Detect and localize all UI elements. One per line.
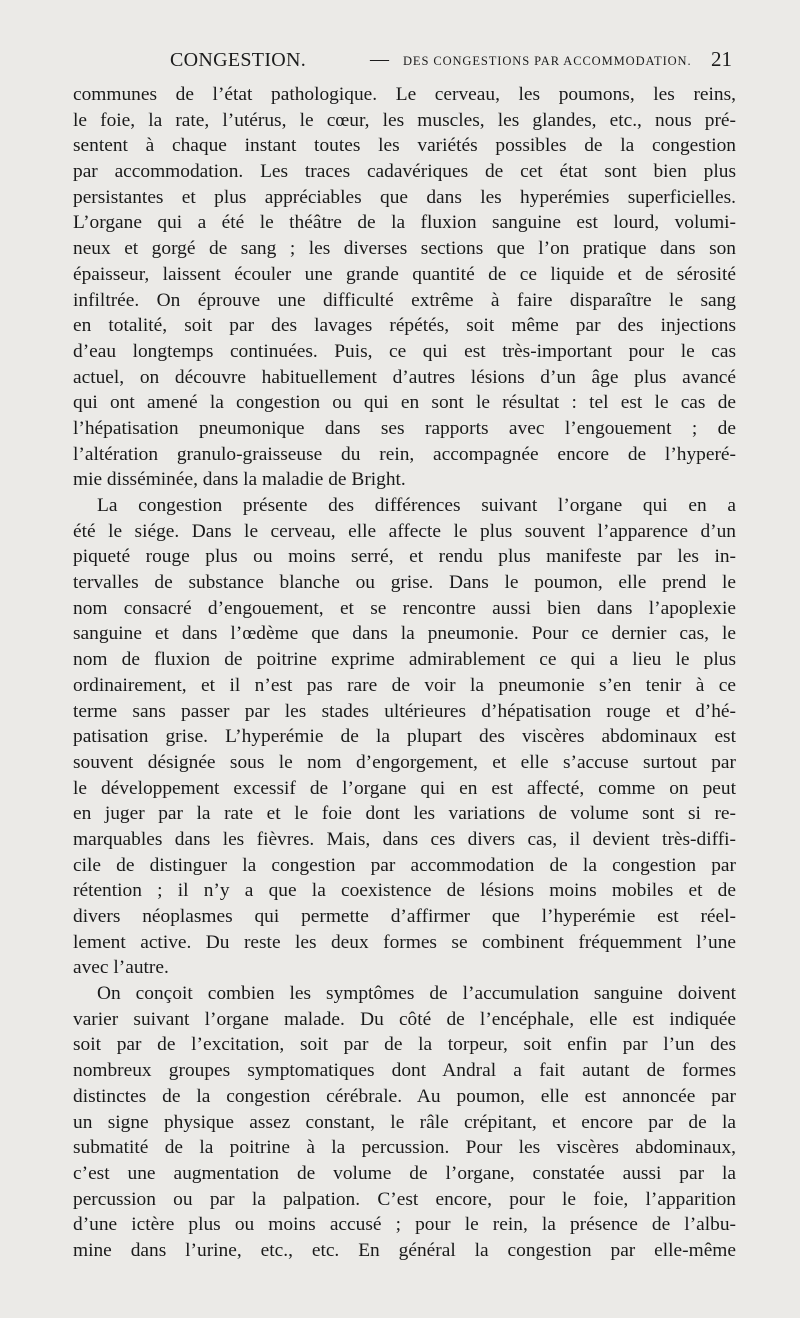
body-text (73, 82, 736, 1264)
text-line: d’eau longtemps continuées. Puis, ce qui est très-important pour le cas (73, 340, 736, 362)
text-line: nom de fluxion de poitrine exprime admirablement ce qui a lieu le plus (73, 649, 736, 671)
text-line: actuel, on découvre habituellement d’autres lésions d’un âge plus avancé (73, 366, 736, 388)
running-header (73, 44, 738, 80)
text-line: On conçoit combien les symptômes de l’accumulation sanguine doivent (97, 983, 736, 1005)
text-line: en totalité, soit par des lavages répétés, soit même par des injections (73, 315, 736, 337)
text-line: l’hépatisation pneumonique dans ses rapports avec l’engouement ; de (73, 417, 736, 439)
text-line: sentent à chaque instant toutes les variétés possibles de la congestion (73, 135, 736, 157)
text-line: épaisseur, laissent écouler une grande quantité de ce liquide et de sérosité (73, 263, 736, 285)
text-line: lement active. Du reste les deux formes se combinent fréquemment l’une (73, 931, 736, 953)
text-line: infiltrée. On éprouve une difficulté extrême à faire disparaître le sang (73, 289, 736, 311)
text-line: submatité de la poitrine à la percussion. Pour les viscères abdominaux, (73, 1137, 736, 1159)
text-line: marquables dans les fièvres. Mais, dans ces divers cas, il devient très-diffi- (73, 828, 736, 850)
page-number: 21 (711, 47, 732, 71)
text-line: en juger par la rate et le foie dont les variations de volume sont si re- (73, 803, 736, 825)
text-line: un signe physique assez constant, le râle crépitant, et encore par de la (73, 1111, 736, 1133)
text-line: qui ont amené la congestion ou qui en sont le résultat : tel est le cas de (73, 392, 736, 414)
text-line: soit par de l’excitation, soit par de la torpeur, soit enfin par l’un des (73, 1034, 736, 1056)
text-line: souvent désignée sous le nom d’engorgement, et elle s’accuse surtout par (73, 751, 736, 773)
text-line: nom consacré d’engouement, et se rencontre aussi bien dans l’apoplexie (73, 597, 736, 619)
text-line: distinctes de la congestion cérébrale. Au poumon, elle est annoncée par (73, 1085, 736, 1107)
text-line: tervalles de substance blanche ou grise. Dans le poumon, elle prend le (73, 572, 736, 594)
text-line: sanguine et dans l’œdème que dans la pneumonie. Pour ce dernier cas, le (73, 623, 736, 645)
text-line: percussion ou par la palpation. C’est encore, pour le foie, l’apparition (73, 1188, 736, 1210)
text-line: été le siége. Dans le cerveau, elle affecte le plus souvent l’apparence d’un (73, 520, 736, 542)
text-line: terme sans passer par les stades ultérieures d’hépatisation rouge et d’hé- (73, 700, 736, 722)
text-line: ordinairement, et il n’est pas rare de voir la pneumonie s’en tenir à ce (73, 674, 736, 696)
text-line: cile de distinguer la congestion par accommodation de la congestion par (73, 854, 736, 876)
header-title: CONGESTION. (170, 49, 307, 71)
text-line: patisation grise. L’hyperémie de la plupart des viscères abdominaux est (73, 726, 736, 748)
text-line: rétention ; il n’y a que la coexistence de lésions moins mobiles et de (73, 880, 736, 902)
text-line: nombreux groupes symptomatiques dont Andral a fait autant de formes (73, 1060, 736, 1082)
text-line: varier suivant l’organe malade. Du côté de l’encéphale, elle est indiquée (73, 1008, 736, 1030)
text-line: mine dans l’urine, etc., etc. En général la congestion par elle-même (73, 1239, 736, 1261)
text-line: divers néoplasmes qui permette d’affirmer que l’hyperémie est réel- (73, 906, 736, 927)
text-line: neux et gorgé de sang ; les diverses sections que l’on pratique dans son (73, 238, 736, 260)
text-line: le foie, la rate, l’utérus, le cœur, les muscles, les glandes, etc., nous pré- (73, 109, 736, 131)
text-line: c’est une augmentation de volume de l’organe, constatée aussi par la (73, 1162, 736, 1184)
text-line: L’organe qui a été le théâtre de la fluxion sanguine est lourd, volumi- (73, 212, 736, 234)
text-line: communes de l’état pathologique. Le cerveau, les poumons, les reins, (73, 84, 736, 105)
text-line: avec l’autre. (73, 957, 169, 979)
text-line: mie disséminée, dans la maladie de Bright. (73, 469, 406, 491)
text-line: d’une ictère plus ou moins accusé ; pour le rein, la présence de l’albu- (73, 1214, 736, 1236)
text-line: l’altération granulo-graisseuse du rein, accompagnée encore de l’hyperé- (73, 443, 736, 465)
header-subtitle: DES CONGESTIONS PAR ACCOMMODATION. (403, 54, 692, 68)
text-line: le développement excessif de l’organe qui en est affecté, comme on peut (73, 777, 736, 799)
text-line: piqueté rouge plus ou moins serré, et rendu plus manifeste par les in- (73, 546, 736, 568)
text-line: persistantes et plus appréciables que dans les hyperémies superficielles. (73, 186, 736, 208)
text-line: par accommodation. Les traces cadavériques de cet état sont bien plus (73, 161, 736, 183)
text-line: La congestion présente des différences suivant l’organe qui en a (97, 495, 736, 516)
header-dash: — (370, 49, 389, 70)
